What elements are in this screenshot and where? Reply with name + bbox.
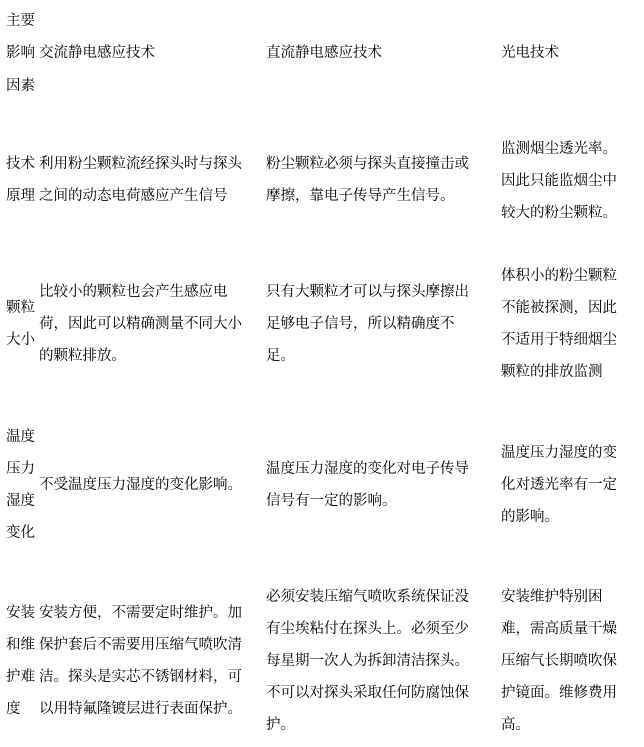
row1-label-line-1: 技术: [6, 156, 35, 172]
row1-opt-line-2: 因此只能监烟尘中: [501, 173, 617, 189]
row4-dc-line-1: 必须安装压缩气喷吹系统保证没: [266, 589, 469, 605]
row2-opt-line-1: 体积小的粉尘颗粒: [501, 268, 617, 284]
row3-opt-line-1: 温度压力湿度的变: [501, 445, 617, 461]
row3-label-line-4: 变化: [6, 525, 35, 541]
row4-opt-line-3: 压缩气长期喷吹保: [501, 653, 617, 669]
row1-ac-line-1: 利用粉尘颗粒流经探头时与探头: [39, 156, 242, 172]
row1-label-line-2: 原理: [6, 188, 35, 204]
row4-ac-line-1: 安装方便，不需要定时维护。加: [39, 605, 242, 621]
row2-label-line-2: 大小: [6, 332, 35, 348]
row2-opt-line-4: 颗粒的排放监测: [501, 364, 603, 380]
row2-dc-line-2: 足够电子信号，所以精确度不: [266, 316, 455, 332]
row4-dc-line-3: 每星期一次人为拆卸清洁探头。: [266, 653, 469, 669]
row3-label-line-3: 湿度: [6, 493, 35, 509]
row2-ac-line-2: 荷，因此可以精确测量不同大小: [39, 316, 242, 332]
row3-dc-line-2: 信号有一定的影响。: [266, 493, 397, 509]
row2-opt-line-2: 不能被探测，因此: [501, 300, 617, 316]
row4-ac-line-2: 保护套后不需要用压缩气喷吹清: [39, 637, 242, 653]
header-ac: 交流静电感应技术: [39, 45, 155, 61]
row3-label-line-2: 压力: [6, 461, 35, 477]
row4-dc-line-4: 不可以对探头采取任何防腐蚀保: [266, 685, 469, 701]
row1-dc-line-2: 摩擦，靠电子传导产生信号。: [266, 188, 455, 204]
row4-dc-line-5: 护。: [266, 717, 295, 733]
row4-opt-line-5: 高。: [501, 717, 530, 733]
row2-opt-line-3: 不适用于特细烟尘: [501, 332, 617, 348]
row1-opt-line-3: 较大的粉尘颗粒。: [501, 205, 617, 221]
row3-ac-line-1: 不受温度压力湿度的变化影响。: [39, 477, 242, 493]
row4-opt-line-2: 难，需高质量干燥: [501, 621, 617, 637]
header-optical: 光电技术: [501, 45, 559, 61]
row2-ac-line-3: 的颗粒排放。: [39, 348, 126, 364]
row3-label-line-1: 温度: [6, 429, 35, 445]
row1-dc-line-1: 粉尘颗粒必须与探头直接撞击或: [266, 156, 469, 172]
row1-ac-line-2: 之间的动态电荷感应产生信号: [39, 188, 228, 204]
row3-opt-line-3: 的影响。: [501, 509, 559, 525]
row4-opt-line-1: 安装维护特别困: [501, 589, 603, 605]
header-factor-line-2: 影响: [6, 45, 35, 61]
row4-dc-line-2: 有尘埃粘付在探头上。必须至少: [266, 621, 469, 637]
row4-label-line-3: 护难: [6, 669, 35, 685]
row4-ac-line-3: 洁。探头是实芯不锈钢材料，可: [39, 669, 242, 685]
row4-label-line-1: 安装: [6, 605, 35, 621]
row1-opt-line-1: 监测烟尘透光率。: [501, 141, 617, 157]
row2-dc-line-1: 只有大颗粒才可以与探头摩擦出: [266, 284, 469, 300]
row3-dc-line-1: 温度压力湿度的变化对电子传导: [266, 461, 469, 477]
row4-ac-line-4: 以用特氟隆镀层进行表面保护。: [39, 701, 242, 717]
row3-opt-line-2: 化对透光率有一定: [501, 477, 617, 493]
header-factor-line-1: 主要: [6, 13, 35, 29]
row2-ac-line-1: 比较小的颗粒也会产生感应电: [39, 284, 228, 300]
row4-label-line-4: 度: [6, 701, 21, 717]
header-dc: 直流静电感应技术: [266, 45, 382, 61]
header-factor-line-3: 因素: [6, 78, 35, 94]
row4-opt-line-4: 护镜面。维修费用: [501, 685, 617, 701]
row2-dc-line-3: 足。: [266, 348, 295, 364]
row2-label-line-1: 颗粒: [6, 300, 35, 316]
row4-label-line-2: 和维: [6, 637, 35, 653]
